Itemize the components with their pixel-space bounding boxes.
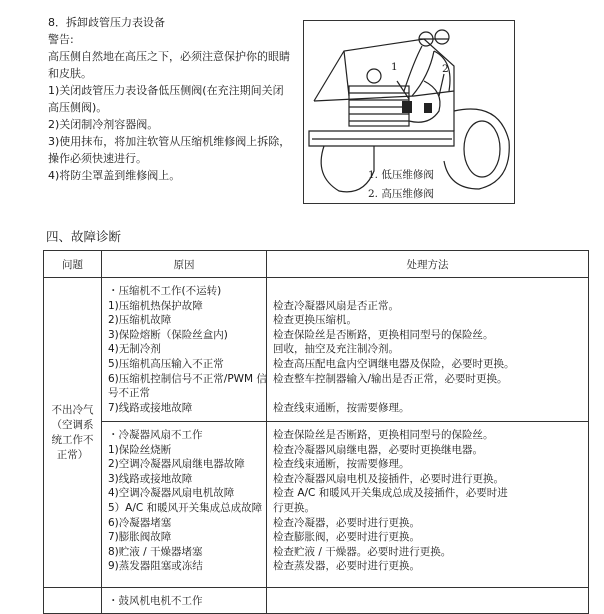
cause-line: 6)冷凝器堵塞 xyxy=(108,516,172,529)
cause-line: 4)无制冷剂 xyxy=(108,343,161,356)
fix-line: 回收，抽空及充注制冷剂。 xyxy=(273,343,399,356)
cause-line: ・压缩机不工作(不运转) xyxy=(108,285,222,297)
cause-line: 6)压缩机控制信号不正常/PWM 信 xyxy=(108,372,267,385)
cause-line: 2)空调冷凝器风扇继电器故障 xyxy=(108,458,245,471)
cause-line: 1)压缩机热保护故障 xyxy=(108,299,203,312)
cause-line: 8)贮液 / 干燥器堵塞 xyxy=(108,545,203,558)
fix-line: 检查冷凝器，必要时进行更换。 xyxy=(273,516,420,529)
cause-line: 3)保险熔断（保险丝盒内) xyxy=(108,328,228,341)
cause-cell xyxy=(102,588,267,614)
callout-2: 2 xyxy=(442,63,449,75)
intro-line: 和皮肤。 xyxy=(48,67,92,80)
cause-line: 5）A/C 和暖风开关集成总成故障 xyxy=(108,501,263,514)
cause-line: 9)蒸发器阻塞或冻结 xyxy=(108,560,203,573)
fix-line: 检查保险丝是否断路，更换相同型号的保险丝。 xyxy=(273,328,494,341)
intro-line: 4)将防尘罩盖到维修阀上。 xyxy=(48,169,181,182)
table-header-row xyxy=(44,251,589,278)
fix-line: 检查冷凝器风扇继电器，必要时更换继电器。 xyxy=(273,443,483,456)
fix-cell xyxy=(267,278,589,422)
header-fix: 处理方法 xyxy=(267,251,589,278)
intro-line: 高压侧阀)。 xyxy=(48,101,108,114)
section-heading: 8．拆卸歧管压力表设备 xyxy=(48,16,165,29)
header-cause: 原因 xyxy=(102,251,267,278)
cause-line: 5)压缩机高压输入不正常 xyxy=(108,357,224,370)
header-problem: 问题 xyxy=(44,251,102,278)
fix-line: 检查蒸发器，必要时进行更换。 xyxy=(273,560,420,573)
intro-line: 2)关闭制冷剂容器阀。 xyxy=(48,118,159,131)
cause-line: 3)线路或接地故障 xyxy=(108,472,193,485)
problem-line: 统工作不 xyxy=(51,433,94,446)
problem-line: 不出冷气 xyxy=(51,403,94,416)
cause-line: 1)保险丝烧断 xyxy=(108,443,172,456)
fix-line: 检查更换压缩机。 xyxy=(273,314,357,327)
fix-line: 检查高压配电盒内空调继电器及保险，必要时更换。 xyxy=(273,357,515,370)
diagnosis-table xyxy=(43,250,589,614)
problem-cell xyxy=(44,588,102,614)
warning-label: 警告: xyxy=(48,33,74,46)
fix-line: 检查 A/C 和暖风开关集成总成及接插件，必要时进 xyxy=(273,487,508,500)
cause-line: ・鼓风机电机不工作 xyxy=(108,595,203,607)
fix-line xyxy=(273,386,584,401)
fix-line: 检查贮液 / 干燥器。必要时进行更换。 xyxy=(273,545,452,558)
intro-line: 3)使用抹布，将加注软管从压缩机维修阀上拆除， xyxy=(48,135,291,148)
cause-line: 4)空调冷凝器风扇电机故障 xyxy=(108,487,235,500)
fix-line: 行更换。 xyxy=(273,501,315,514)
cause-cell xyxy=(102,278,267,422)
intro-line: 操作必须快速进行。 xyxy=(48,152,147,165)
fix-cell xyxy=(267,422,589,588)
manifold-gauge-figure xyxy=(303,20,515,204)
fix-cell xyxy=(267,588,589,614)
fix-line: 检查膨胀阀，必要时进行更换。 xyxy=(273,531,420,544)
table-row xyxy=(44,278,589,422)
cause-line: 2)压缩机故障 xyxy=(108,314,172,327)
section-title: 四、故障诊断 xyxy=(46,229,122,244)
cause-cell xyxy=(102,422,267,588)
fix-line: 检查保险丝是否断路，更换相同型号的保险丝。 xyxy=(273,429,494,441)
cause-line: 7)线路或接地故障 xyxy=(108,401,193,414)
fix-line: 检查整车控制器输入/输出是否正常，必要时更换。 xyxy=(273,372,508,385)
table-row xyxy=(44,588,589,614)
legend-high-pressure-valve: 2. 高压维修阀 xyxy=(368,188,434,200)
cause-line: 号不正常 xyxy=(108,387,150,400)
problem-line: 正常） xyxy=(56,448,89,461)
fix-line: 检查冷凝器风扇是否正常。 xyxy=(273,299,399,312)
intro-line: 1)关闭歧管压力表设备低压侧阀(在充注期间关闭 xyxy=(48,84,284,97)
cause-line: 7)膨胀阀故障 xyxy=(108,531,172,544)
problem-cell xyxy=(44,278,102,588)
fix-line xyxy=(273,284,584,299)
legend-low-pressure-valve: 1. 低压维修阀 xyxy=(368,169,434,181)
problem-line: （空调系 xyxy=(51,418,94,431)
callout-1: 1 xyxy=(391,61,398,73)
table-row xyxy=(44,422,589,588)
fix-line: 检查冷凝器风扇电机及接插件，必要时进行更换。 xyxy=(273,472,504,485)
intro-line: 高压侧自然地在高压之下，必须注意保护你的眼睛 xyxy=(48,50,290,63)
fix-line: 检查线束通断，按需要修理。 xyxy=(273,401,410,414)
fix-line: 检查线束通断，按需要修理。 xyxy=(273,458,410,471)
cause-line: ・冷凝器风扇不工作 xyxy=(108,429,203,441)
